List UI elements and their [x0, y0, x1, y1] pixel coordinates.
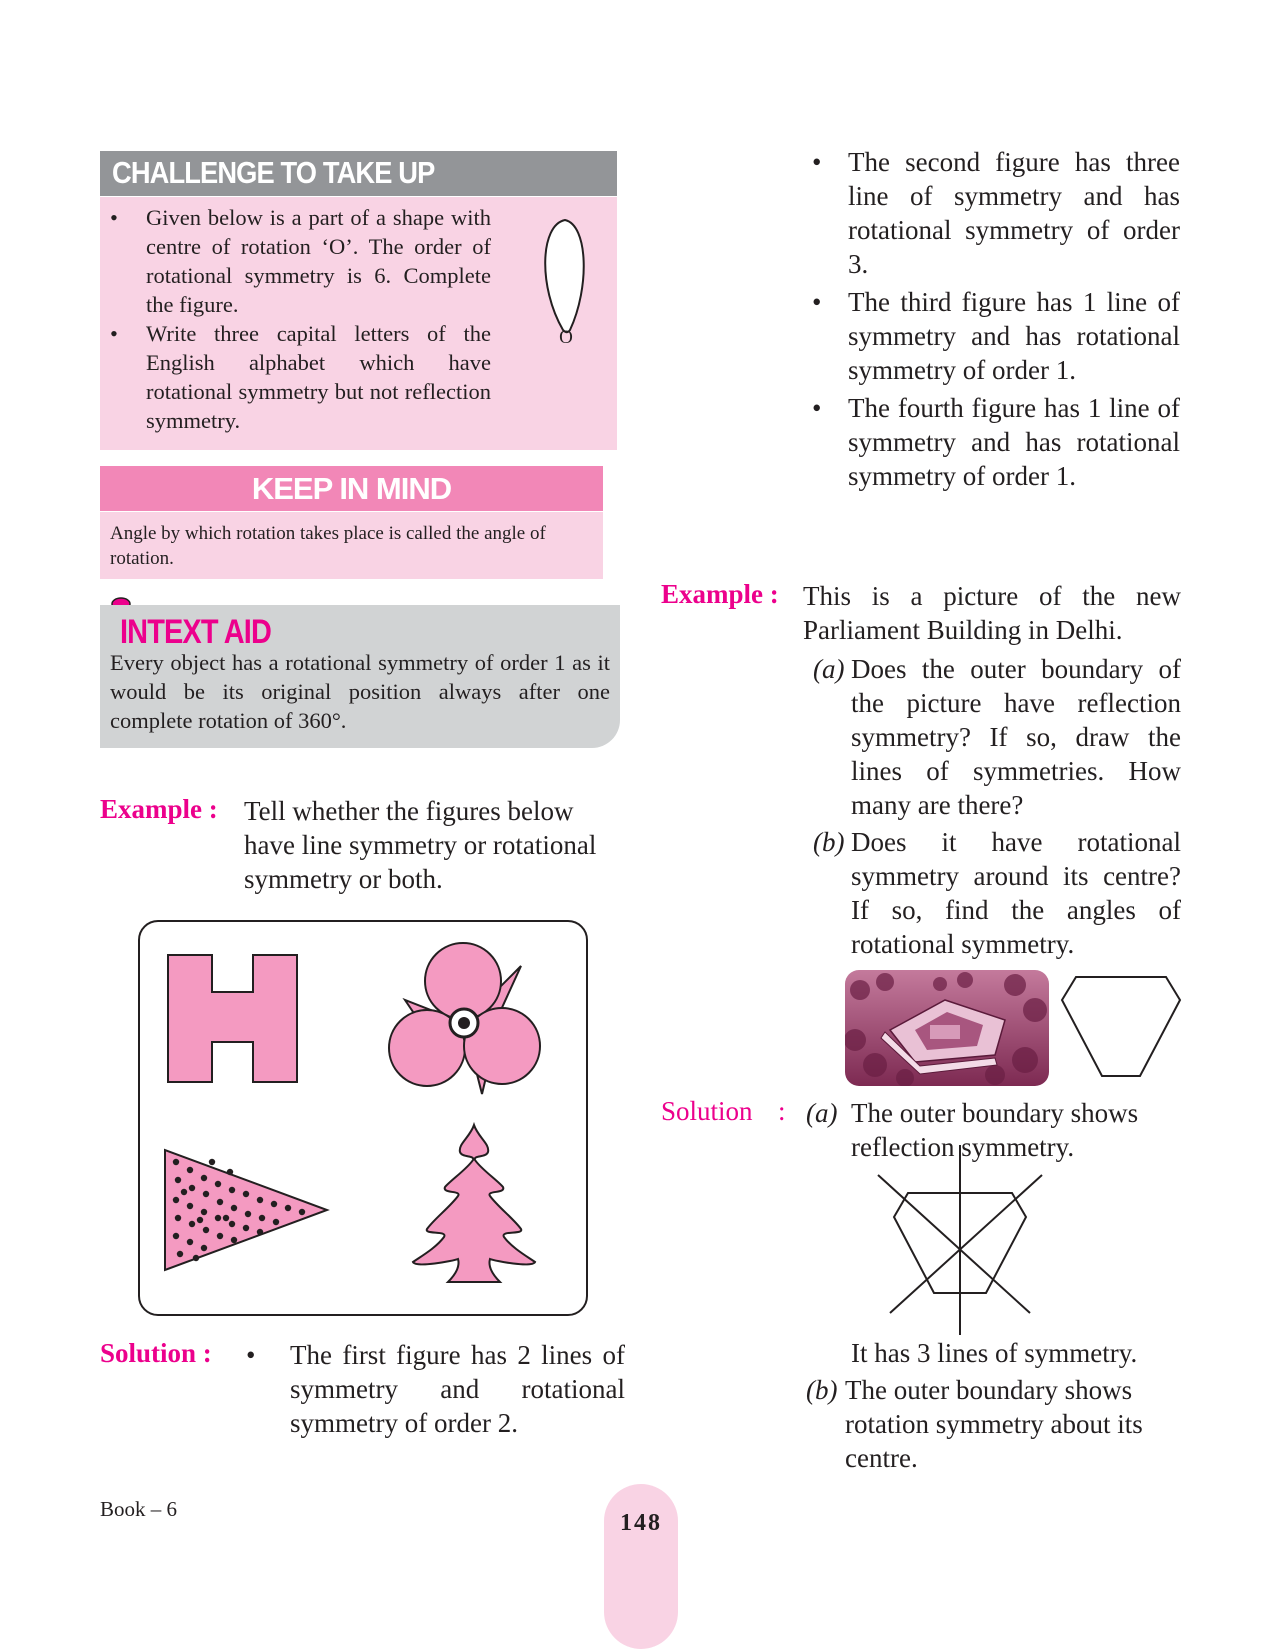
intext-aid-title: INTEXT AID: [120, 613, 271, 651]
triangle-dot: [187, 1203, 193, 1209]
triangle-dot: [217, 1199, 223, 1205]
triangle-dot: [227, 1169, 233, 1175]
triangle-dot: [299, 1209, 305, 1215]
keep-in-mind-text: Angle by which rotation takes place is called the angle of rotation.: [110, 523, 546, 569]
solution1-item-1: The first figure has 2 lines of symmetry and rotational symmetry of order 2.: [290, 1340, 625, 1438]
keep-in-mind-title: KEEP IN MIND: [251, 471, 452, 506]
intext-aid-text: Every object has a rotational symmetry of order 1 as it would be its original position always after one complete rotation of 360°.: [110, 650, 610, 733]
solution2-a-label: (a): [806, 1098, 838, 1128]
keep-in-mind-header: [100, 466, 603, 511]
solution1-label: Solution :: [100, 1338, 212, 1368]
page-number-tab: [604, 1484, 678, 1649]
triangle-dot: [231, 1237, 237, 1243]
hexagon-outline: [1058, 970, 1184, 1082]
h-shape: [168, 955, 297, 1082]
petal-figure: [530, 217, 600, 347]
solution2-label: Solution: [661, 1096, 753, 1126]
parliament-photo: [845, 970, 1049, 1086]
solution2-a-text: The outer boundary shows reflection symmetry.: [851, 1098, 1139, 1162]
example1-label: Example :: [100, 794, 218, 824]
triangle-dot: [273, 1219, 279, 1225]
triangle-dot: [173, 1159, 179, 1165]
triangle-dot: [285, 1205, 291, 1211]
triangle-dot: [173, 1233, 179, 1239]
triangle-dot: [229, 1221, 235, 1227]
example2-text: This is a picture of the new Parliament Building in Delhi.: [803, 581, 1181, 645]
example1-text: Tell whether the figures below have line symmetry or rotational symmetry or both.: [244, 796, 597, 894]
triangle-dot: [203, 1227, 209, 1233]
keep-in-mind-box: [100, 512, 603, 579]
triangle-dot: [257, 1229, 263, 1235]
triangle-dot: [209, 1159, 215, 1165]
example2-part-a: (a) Does the outer boundary of the picture have reflection symmetry? If so, draw the lines of symmetries. How many are there?: [813, 654, 1181, 820]
solution1-item-4: • The fourth figure has 1 line of symmetry and has rotational symmetry of order 1.: [812, 393, 1180, 491]
tree-shape: [413, 1125, 535, 1282]
triangle-dot: [223, 1215, 229, 1221]
triangle-dot: [243, 1191, 249, 1197]
triangle-dot: [231, 1205, 237, 1211]
triangle-dot: [175, 1177, 181, 1183]
triangle-dot: [217, 1233, 223, 1239]
dotted-triangle: [165, 1150, 327, 1270]
solution2-lines-text: It has 3 lines of symmetry.: [851, 1338, 1138, 1368]
triangle-dot: [215, 1181, 221, 1187]
solution2-b-label: (b): [806, 1375, 838, 1405]
triangle-dot: [245, 1211, 251, 1217]
book-label: Book – 6: [100, 1497, 178, 1521]
triangle-dot: [173, 1197, 179, 1203]
triangle-dot: [189, 1221, 195, 1227]
triangle-dot: [271, 1201, 277, 1207]
triangle-dot: [229, 1187, 235, 1193]
triangle-dot: [201, 1245, 207, 1251]
challenge-item: • Write three capital letters of the English alphabet which have rotational symmetry but not reflection symmetry.: [110, 321, 491, 433]
symmetry-lines-diagram: [870, 1145, 1050, 1335]
solution2-colon: :: [778, 1096, 786, 1126]
example2-label: Example :: [661, 579, 779, 609]
example2-part-b: (b) Does it have rotational symmetry around its centre? If so, find the angles of rotational symmetry.: [813, 827, 1181, 959]
solution1-item-3: • The third figure has 1 line of symmetry and has rotational symmetry of order 1.: [812, 287, 1180, 385]
triangle-dot: [193, 1255, 199, 1261]
challenge-list: [110, 203, 491, 435]
triangle-dot: [243, 1225, 249, 1231]
challenge-header: [100, 151, 617, 196]
triangle-dot: [187, 1239, 193, 1245]
triangle-dot: [259, 1215, 265, 1221]
solution2-b-text: The outer boundary shows rotation symmetry about its centre.: [845, 1375, 1143, 1473]
triangle-dot: [257, 1197, 263, 1203]
intext-aid-box: [100, 605, 620, 748]
solution1-item-2: • The second figure has three line of symmetry and has rotational symmetry of order 3.: [812, 147, 1180, 279]
triangle-dot: [201, 1175, 207, 1181]
triangle-dot: [181, 1189, 187, 1195]
triangle-dot: [215, 1215, 221, 1221]
solution1-continued-list: [812, 145, 1180, 497]
page-number: 148: [620, 1510, 662, 1536]
bullet: •: [246, 1340, 256, 1370]
triangle-dot: [189, 1185, 195, 1191]
challenge-box: [100, 197, 617, 450]
challenge-title: CHALLENGE TO TAKE UP: [112, 155, 435, 190]
figures-box: [138, 920, 588, 1316]
triangle-dot: [175, 1215, 181, 1221]
flower-shape: [389, 943, 540, 1094]
symmetry-figures: [140, 922, 586, 1314]
triangle-dot: [201, 1209, 207, 1215]
challenge-item: • Given below is a part of a shape with centre of rotation ‘O’. The order of rotational symmetry is 6. Complete the figure.: [110, 205, 491, 317]
triangle-dot: [177, 1251, 183, 1257]
triangle-dot: [203, 1191, 209, 1197]
triangle-dot: [197, 1217, 203, 1223]
centre-label: O: [559, 327, 573, 347]
triangle-dot: [187, 1167, 193, 1173]
